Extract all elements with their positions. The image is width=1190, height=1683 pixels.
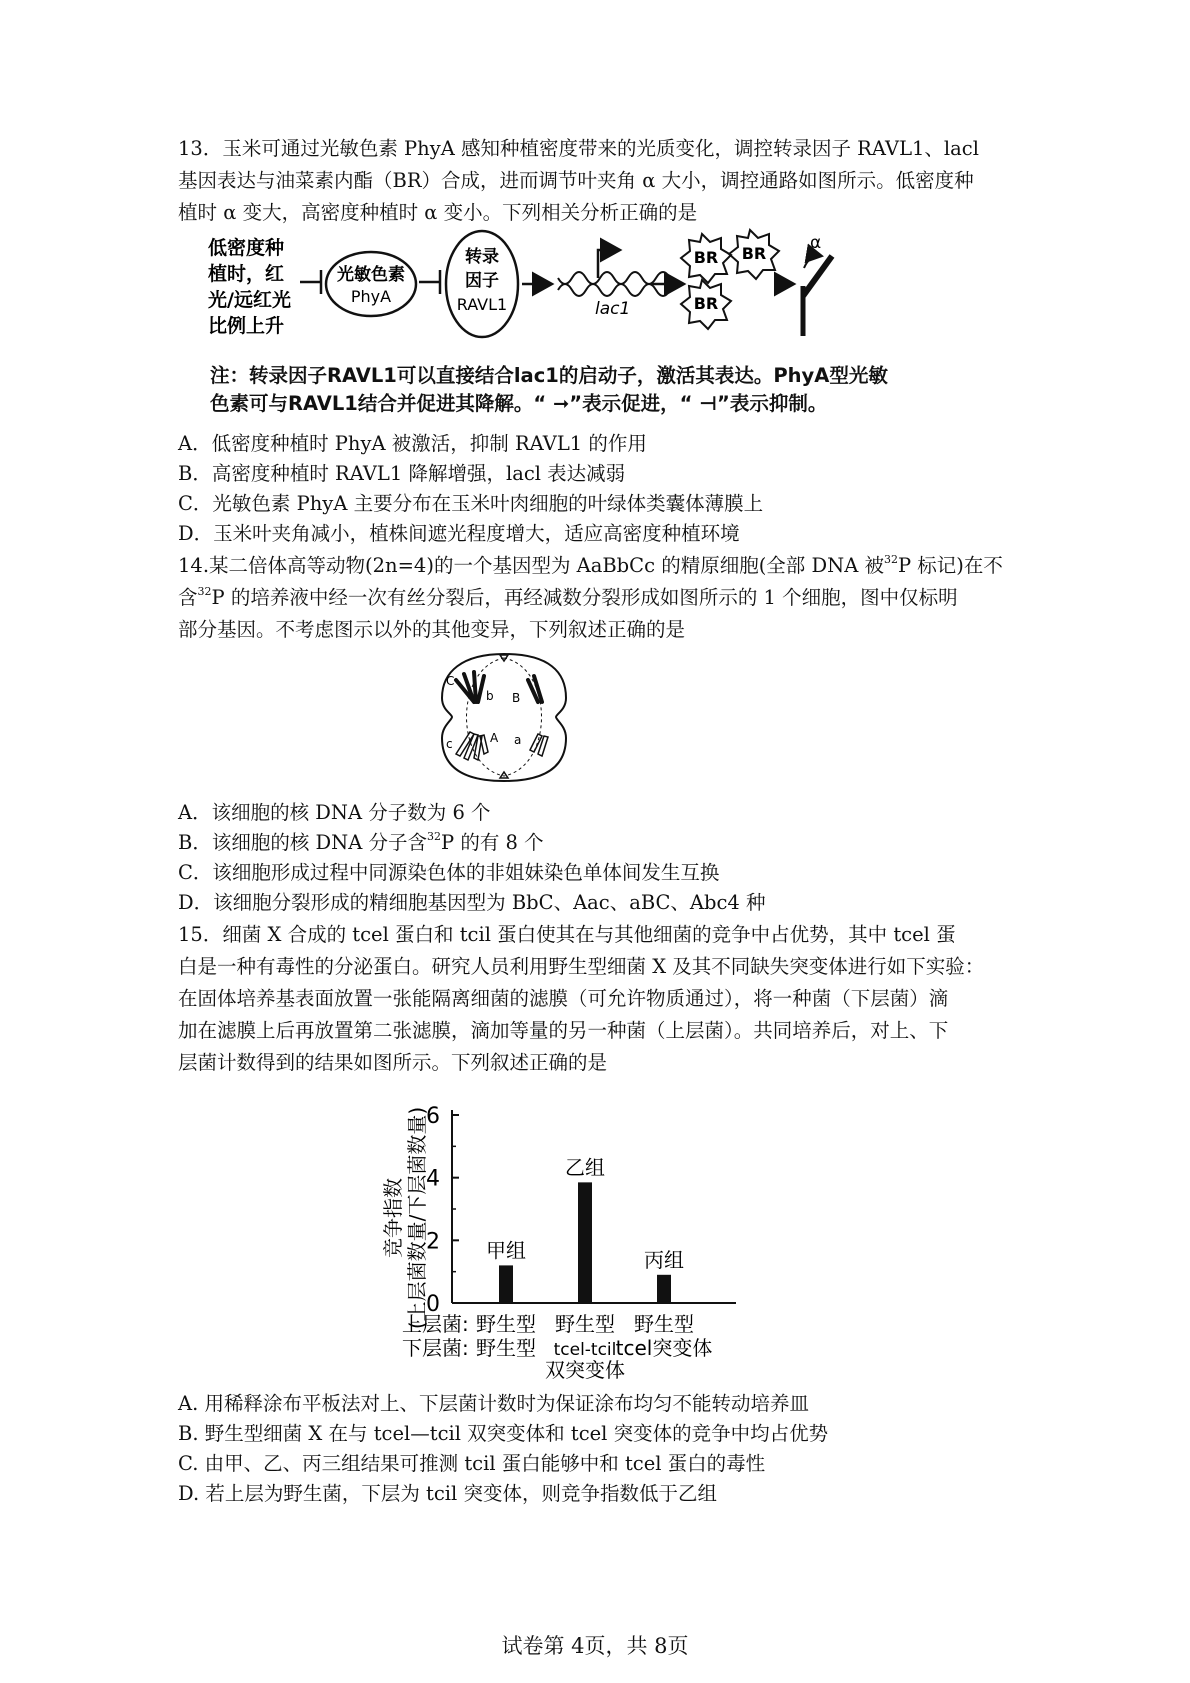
- q13-option-c[interactable]: C．光敏色素 PhyA 主要分布在玉米叶肉细胞的叶绿体类囊体薄膜上: [178, 492, 764, 515]
- condition-line-3: 光/远红光: [208, 289, 291, 311]
- q13-line-1: 13．玉米可通过光敏色素 PhyA 感知种植密度带来的光质变化，调控转录因子 RAVL1、lacl: [178, 137, 979, 160]
- q13-line-2: 基因表达与油菜素内酯（BR）合成，进而调节叶夹角 α 大小，调控通路如图所示。低密度种: [178, 169, 974, 192]
- br-star-1: [681, 234, 731, 283]
- phya-label-1: 光敏色素: [337, 265, 405, 285]
- q15-line-2: 白是一种有毒性的分泌蛋白。研究人员利用野生型细菌 X 及其不同缺失突变体进行如下实验：: [178, 955, 985, 978]
- alpha-label: α: [810, 233, 822, 253]
- leaf-angle-icon: [803, 256, 832, 336]
- phya-label-2: PhyA: [350, 287, 392, 306]
- gene-label-c: c: [446, 737, 453, 751]
- q13-option-a[interactable]: A．低密度种植时 PhyA 被激活，抑制 RAVL1 的作用: [178, 432, 647, 455]
- chart-axes: [452, 1110, 736, 1303]
- q13-option-d[interactable]: D．玉米叶夹角减小，植株间遮光程度增大，适应高密度种植环境: [178, 522, 740, 545]
- svg-text:BR: BR: [693, 248, 719, 267]
- lower-strain-label: tcel-tcil: [553, 1340, 617, 1360]
- chart-ylabel: [381, 1107, 429, 1329]
- gene-label-B: B: [512, 691, 521, 705]
- q15-line-1: 15．细菌 X 合成的 tcel 蛋白和 tcil 蛋白使其在与其他细菌的竞争中占优势，其中 tcel 蛋: [178, 923, 956, 946]
- condition-line-1: 低密度种: [208, 237, 285, 259]
- ravl1-label-1: 转录: [465, 247, 499, 267]
- centriole-bottom: [500, 772, 508, 778]
- q15-bar-chart: [380, 1090, 820, 1380]
- gene-label-b: b: [486, 689, 494, 703]
- gene-label: lac1: [595, 299, 631, 319]
- condition-line-4: 比例上升: [208, 315, 285, 337]
- bar-1: [499, 1265, 513, 1303]
- q14-line-2: 含$^{32}$P 的培养液中经一次有丝分裂后，再经减数分裂形成如图所示的 1 个细胞，图中仅标明: [178, 585, 958, 609]
- svg-text:BR: BR: [693, 294, 719, 313]
- chart-ticks: [426, 1104, 459, 1317]
- q14-line-3: 部分基因。不考虑图示以外的其他变异，下列叙述正确的是: [178, 618, 686, 641]
- br-star-2: [729, 230, 779, 279]
- q13-option-b[interactable]: B．高密度种植时 RAVL1 降解增强，lacl 表达减弱: [178, 462, 626, 485]
- y-tick-label: 6: [426, 1104, 440, 1129]
- gene-label-C: C: [446, 674, 455, 688]
- chart-bars: [486, 1155, 684, 1303]
- q14-option-b[interactable]: B．该细胞的核 DNA 分子含$^{32}$P 的有 8 个: [178, 830, 544, 854]
- q13-note-line-2: 色素可与RAVL1结合并促进其降解。“ ➞”表示促进，“ ⊣”表示抑制。: [210, 392, 828, 415]
- bar-group-label: 丙组: [644, 1247, 684, 1272]
- q15-option-c[interactable]: C. 由甲、乙、丙三组结果可推测 tcil 蛋白能够中和 tcel 蛋白的毒性: [178, 1452, 766, 1475]
- centriole-top: [500, 655, 508, 661]
- row-label-lower: 下层菌:: [402, 1336, 469, 1360]
- inhibit-arrow-1: [300, 270, 321, 294]
- upper-strain-label: 野生型: [634, 1312, 694, 1336]
- q15-option-b[interactable]: B. 野生型细菌 X 在与 tcel—tcil 双突变体和 tcel 突变体的竞争中均占优势: [178, 1422, 829, 1445]
- upper-strain-label: 野生型: [476, 1312, 536, 1336]
- q15-line-3: 在固体培养基表面放置一张能隔离细菌的滤膜（可允许物质通过），将一种菌（下层菌）滴: [178, 987, 949, 1010]
- q13-note-line-1: 注：转录因子RAVL1可以直接结合lac1的启动子，激活其表达。PhyA型光敏: [210, 364, 888, 387]
- condition-line-2: 植时，红: [208, 263, 285, 285]
- row-label-upper: 上层菌:: [402, 1312, 469, 1336]
- chart-category-labels: [476, 1312, 712, 1380]
- upper-strain-label: 野生型: [555, 1312, 615, 1336]
- bar-2: [578, 1182, 592, 1303]
- upper-chromosomes: [456, 672, 542, 702]
- q13-pathway-diagram: [200, 228, 900, 368]
- q14-option-c[interactable]: C．该细胞形成过程中同源染色体的非姐妹染色单体间发生互换: [178, 861, 720, 884]
- svg-text:(上层菌数量/下层菌数量): (上层菌数量/下层菌数量): [405, 1106, 429, 1330]
- q14-cell-diagram: [434, 650, 574, 785]
- y-tick-label: 4: [426, 1166, 440, 1192]
- y-tick-label: 2: [426, 1229, 440, 1255]
- q15-option-d[interactable]: D. 若上层为野生菌，下层为 tcil 突变体，则竞争指数低于乙组: [178, 1482, 717, 1505]
- bar-group-label: 甲组: [486, 1238, 526, 1263]
- gene-label-A: A: [490, 731, 499, 745]
- svg-text:竞争指数: 竞争指数: [381, 1178, 405, 1258]
- cell-membrane: [442, 654, 566, 781]
- inhibit-arrow-2: [419, 270, 440, 294]
- ravl1-label-3: RAVL1: [456, 295, 508, 314]
- q15-line-5: 层菌计数得到的结果如图所示。下列叙述正确的是: [178, 1051, 608, 1074]
- lower-strain-label: 野生型: [476, 1336, 536, 1360]
- page-footer: 试卷第 4页，共 8页: [501, 1634, 689, 1658]
- dna-helix-icon: [558, 250, 670, 296]
- lower-strain-label: tcel突变体: [615, 1336, 713, 1360]
- bar-3: [657, 1275, 671, 1303]
- gene-label-a: a: [514, 733, 522, 747]
- q15-line-4: 加在滤膜上后再放置第二张滤膜，滴加等量的另一种菌（上层菌）。共同培养后，对上、下: [178, 1019, 949, 1042]
- q15-option-a[interactable]: A. 用稀释涂布平板法对上、下层菌计数时为保证涂布均匀不能转动培养皿: [178, 1392, 809, 1415]
- q14-option-a[interactable]: A．该细胞的核 DNA 分子数为 6 个: [178, 801, 491, 824]
- q13-line-3: 植时 α 变大，高密度种植时 α 变小。下列相关分析正确的是: [178, 201, 698, 224]
- bar-group-label: 乙组: [565, 1155, 605, 1180]
- q14-option-d[interactable]: D．该细胞分裂形成的精细胞基因型为 BbC、Aac、aBC、Abc4 种: [178, 891, 766, 914]
- ravl1-label-2: 因子: [465, 271, 499, 291]
- y-tick-label: 0: [426, 1292, 440, 1317]
- lower-chromosomes: [456, 732, 548, 760]
- svg-text:BR: BR: [741, 244, 767, 263]
- q14-line-1: 14.某二倍体高等动物(2n=4)的一个基因型为 AaBbCc 的精原细胞(全部 DNA 被$^{32}$P 标记)在不: [178, 553, 1003, 577]
- br-star-3: [681, 280, 731, 329]
- lower-strain-label: 双突变体: [545, 1358, 625, 1380]
